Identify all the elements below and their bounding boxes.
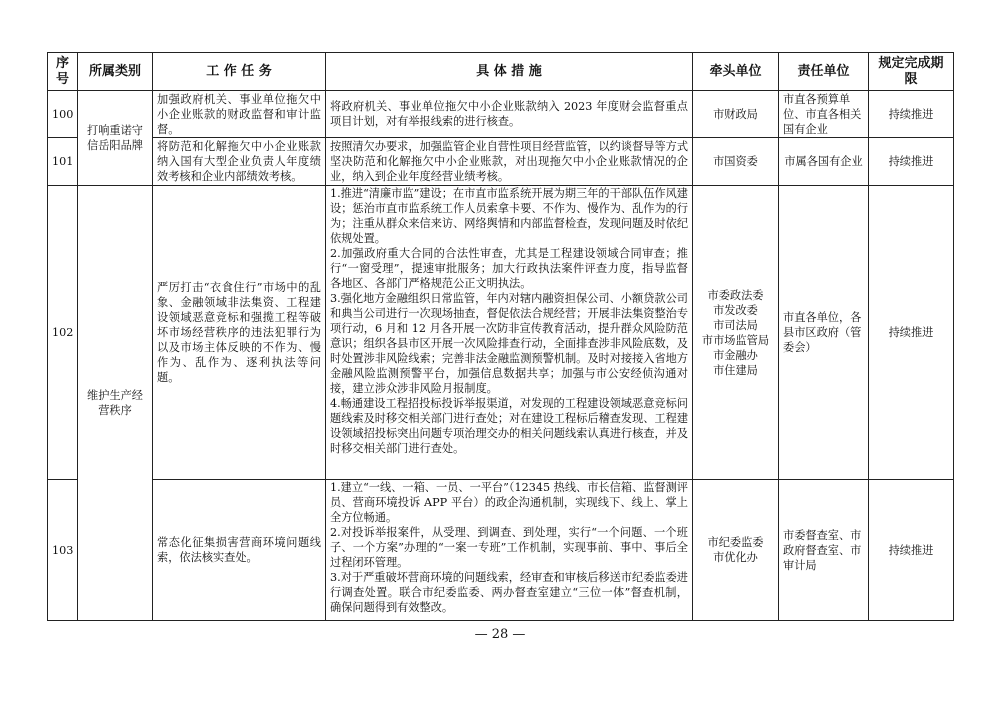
row-responsible-unit: 市直各预算单位、市直各相关国有企业 [779,91,869,138]
row-responsible-unit: 市直各单位，各县市区政府（管委会） [779,186,869,480]
table-row [48,480,954,621]
page-number: — 28 — [474,627,526,642]
row-deadline: 持续推进 [869,138,954,186]
header-task: 工 作 任 务 [153,53,326,91]
measure-item: 3.对于严重破坏营商环境的问题线索，经审查和审核后移送市纪委监委进行调查处置。联合市纪委监委、两办督查室建立“三位一体”督查机制，确保问题得到有效整改。 [330,571,688,614]
row-task: 将防范和化解拖欠中小企业账款纳入国有大型企业负责人年度绩效考核和企业内部绩效考核。 [153,138,326,186]
row-task: 常态化征集损害营商环境问题线索，依法核实查处。 [153,480,326,621]
task-table [47,52,954,621]
row-seq: 100 [48,91,78,138]
row-measures [326,91,693,138]
lead-unit-item: 市市场监管局 [701,333,770,347]
table-row [48,138,954,186]
measure-item: 按照清欠办要求，加强监管企业自营性项目经营监管，以约谈督导等方式坚决防范和化解拖欠中小企业账款，对出现拖欠中小企业账款情况的企业，纳入到企业年度经营业绩考核。 [330,140,689,183]
header-row [48,53,954,91]
lead-unit-item: 市委政法委 [707,288,764,302]
row-lead-unit [693,480,779,621]
header-seq: 序号 [48,53,78,91]
measure-item: 4.畅通建设工程招投标投诉举报渠道，对发现的工程建设领域恶意竞标问题线索及时移交相关部门进行查处；对在建设工程标后稽查发现、工程建设领域招投标突出问题专项治理交办的相关问题线索认真进行核查，并及时移交相关部门进行查处。 [330,397,689,455]
row-task: 严厉打击“衣食住行”市场中的乱象、金融领域非法集资、工程建设领域恶意竞标和强揽工程等破坏市场经营秩序的违法犯罪行为以及市场主体反映的不作为、慢作为、乱作为、逐利执法等问题。 [153,186,326,480]
measure-item: 将政府机关、事业单位拖欠中小企业账款纳入 2023 年度财会监督重点项目计划，对有举报线索的进行核查。 [330,100,688,128]
row-deadline: 持续推进 [869,91,954,138]
row-responsible-unit: 市属各国有企业 [779,138,869,186]
row-lead-unit: 市国资委 [693,138,779,186]
measure-item: 1.建立“一线、一箱、一员、一平台”（12345 热线、市长信箱、监督测评员、营商环境投诉 APP 平台）的政企沟通机制，实现线下、线上、掌上全方位畅通。 [330,481,688,524]
row-measures [326,138,693,186]
header-lead-unit: 牵头单位 [693,53,779,91]
measure-item: 2.对投诉举报案件，从受理、到调查、到处理，实行“一个问题、一个班子、一个方案”办理的“一案一专班”工作机制，实现事前、事中、事后全过程闭环管理。 [330,526,688,569]
header-responsible-unit: 责任单位 [779,53,869,91]
table-row [48,91,954,138]
row-category: 维护生产经营秩序 [78,186,153,621]
row-seq: 103 [48,480,78,621]
row-deadline: 持续推进 [869,186,954,480]
row-seq: 102 [48,186,78,480]
header-measures: 具 体 措 施 [326,53,693,91]
row-lead-unit [693,186,779,480]
measure-item: 1.推进“清廉市监”建设；在市直市监系统开展为期三年的干部队伍作风建设；惩治市直市监系统工作人员索拿卡要、不作为、慢作为、乱作为的行为；注重从群众来信来访、网络舆情和内部监督检查，发现问题及时依纪依规处置。 [330,187,689,245]
lead-unit-item: 市金融办 [713,348,758,362]
row-seq: 101 [48,138,78,186]
row-measures [326,186,693,480]
lead-unit-item: 市司法局 [713,318,758,332]
lead-unit-item: 市纪委监委 [707,536,764,549]
row-responsible-unit: 市委督查室、市政府督查室、市审计局 [779,480,869,621]
row-category: 打响重诺守信岳阳品牌 [78,91,153,186]
header-category: 所属类别 [78,53,153,91]
row-deadline: 持续推进 [869,480,954,621]
header-deadline: 规定完成期限 [869,53,954,91]
row-task: 加强政府机关、事业单位拖欠中小企业账款的财政监督和审计监督。 [153,91,326,138]
lead-unit-item: 市住建局 [713,363,758,377]
row-lead-unit: 市财政局 [693,91,779,138]
measure-item: 2.加强政府重大合同的合法性审查，尤其是工程建设领域合同审查；推行“一窗受理”，提速审批服务；加大行政执法案件评查力度，指导监督各地区、各部门严格规范公正文明执法。 [330,247,688,290]
lead-unit-item: 市优化办 [713,551,758,564]
lead-unit-item: 市发改委 [713,303,758,317]
table-row [48,186,954,480]
row-measures [326,480,693,621]
measure-item: 3.强化地方金融组织日常监管，年内对辖内融资担保公司、小额贷款公司和典当公司进行一次现场抽查，督促依法合规经营；开展非法集资整治专项行动，6 月和 12 月各开展一次防非宣传教育活动，提升群众风险防范意识；组织各县市区开展一次风险排查行动，全面排查涉非风险底数，及时处置涉非风险线索；完善非法金融监测预警机制。及时对接接入省地方金融风险监测预警平台，加强信息数据共享；加强与市公安经侦沟通对接，建立涉众涉非风险月报制度。 [330,292,689,395]
